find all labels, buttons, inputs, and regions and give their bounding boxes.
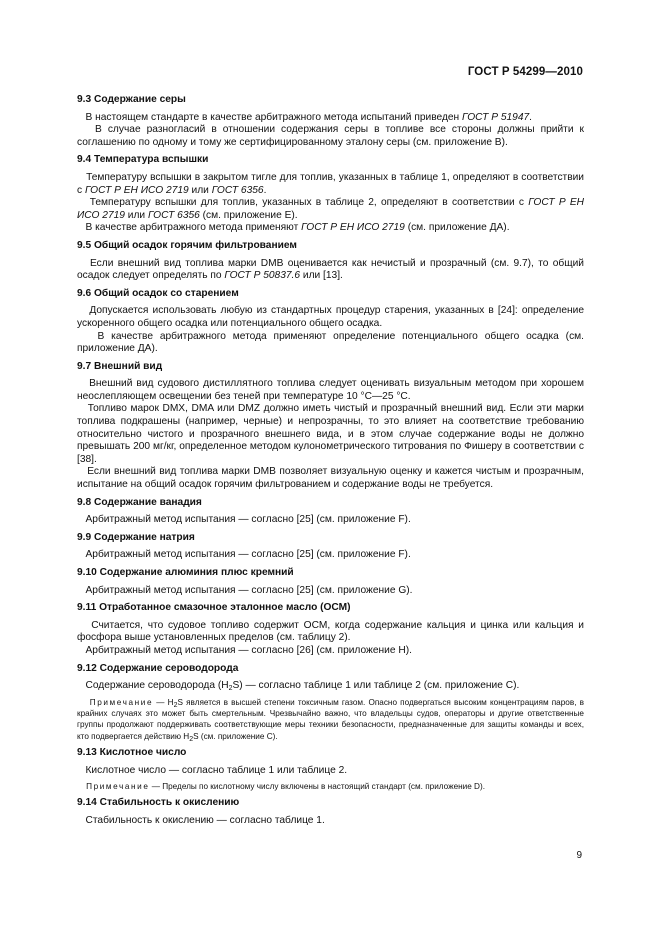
section-heading: 9.4 Температура вспышки — [77, 154, 209, 166]
paragraph: В качестве арбитражного метода применяют определение потенциального общего осадка (см. приложение ДА). — [77, 330, 584, 355]
section-heading: 9.12 Содержание сероводорода — [77, 662, 239, 674]
paragraph: Считается, что судовое топливо содержит ОСМ, когда содержание кальция и цинка или кальция и фосфора выше установленных пределов (см. таблицу 2). — [77, 619, 584, 644]
section-heading: 9.13 Кислотное число — [77, 746, 187, 758]
section-9-11 — [77, 602, 584, 657]
paragraph: Внешний вид судового дистиллятного топлива следует оценивать визуальным методом при хорошем неослепляющем освещении без теней при температуре 10 °С—25 °С. — [77, 378, 584, 402]
page-number: 9 — [576, 850, 582, 861]
section-heading: 9.3 Содержание серы — [77, 94, 186, 105]
section-9-4 — [77, 154, 584, 235]
section-heading: 9.10 Содержание алюминия плюс кремний — [77, 567, 294, 578]
paragraph: Топливо марок DMX, DMA или DMZ должно иметь чистый и прозрачный внешний вид. Если эти марки топлива подкрашены (например, черные) и непрозрачны, то это влияет на соответствие требованию относительно чистого и прозрачного внешнего вида, и в этом случае содержание воды не должно превышать 200 мг/кг, определенное методом кулонометрического титрования по Фишеру в соответствии с [38]. — [77, 403, 584, 465]
paragraph: Если внешний вид топлива марки DMB позволяет визуальную оценку и кажется чистым и прозрачным, испытание на общий осадок горячим фильтрованием и содержание воды не требуется. — [77, 466, 584, 491]
section-heading: 9.8 Содержание ванадия — [77, 496, 202, 508]
paragraph: Температуру вспышки в закрытом тигле для топлив, указанных в таблице 1, определяют в соответствии с ГОСТ Р ЕН ИСО 2719 или ГОСТ 6356. — [77, 171, 584, 196]
section-heading: 9.11 Отработанное смазочное эталонное масло (ОСМ) — [77, 602, 351, 614]
paragraph: Арбитражный метод испытания — согласно [25] (см. приложение F). — [85, 514, 411, 526]
section-9-14 — [77, 797, 584, 827]
paragraph: В качестве арбитражного метода применяют ГОСТ Р ЕН ИСО 2719 (см. приложение ДА). — [85, 222, 510, 234]
section-9-3 — [77, 94, 584, 149]
section-9-5 — [77, 240, 584, 283]
document-header: ГОСТ Р 54299—2010 — [467, 66, 583, 78]
section-heading: 9.5 Общий осадок горячим фильтрованием — [77, 239, 297, 251]
document-body — [77, 94, 584, 833]
section-9-7 — [77, 361, 584, 492]
section-9-13 — [77, 747, 584, 792]
paragraph: Температуру вспышки для топлив, указанных в таблице 2, определяют в соответствии с ГОСТ Р ЕН ИСО 2719 или ГОСТ 6356 (см. приложение Е). — [77, 197, 584, 221]
section-9-6 — [77, 288, 584, 356]
paragraph: Стабильность к окислению — согласно таблице 1. — [85, 815, 325, 827]
note: Примечание — Пределы по кислотному числу включены в настоящий стандарт (см. приложение D). — [86, 782, 485, 792]
section-heading: 9.7 Внешний вид — [77, 360, 163, 372]
section-heading: 9.9 Содержание натрия — [77, 531, 195, 543]
note: Примечание — $Н_2S$ является в высшей степени токсичным газом. Опасно подвергаться высоким концентрациям паров, в крайних случаях это может быть смертельным. Чрезвычайно важно, что владельцы судов, операторы и другие ответственные группы продолжают поддерживать соответствующие меры техники безопасности, предназначенные для защиты команды и всех, кто подвергается действию $Н_2S$ (см. приложение С). — [77, 697, 584, 743]
section-9-10 — [77, 567, 584, 597]
paragraph: Арбитражный метод испытания — согласно [25] (см. приложение G). — [85, 584, 413, 596]
paragraph: Кислотное число — согласно таблице 1 или таблице 2. — [85, 764, 348, 776]
paragraph: Арбитражный метод испытания — согласно [25] (см. приложение F). — [85, 549, 411, 561]
paragraph: В настоящем стандарте в качестве арбитражного метода испытаний приведен ГОСТ Р 51947. — [85, 111, 533, 123]
paragraph: Допускается использовать любую из стандартных процедур старения, указанных в [24]: определение ускоренного общего осадка или потенциального общего осадка. — [77, 305, 584, 329]
section-9-8 — [77, 497, 584, 527]
section-heading: 9.6 Общий осадок со старением — [77, 287, 239, 299]
section-heading: 9.14 Стабильность к окислению — [77, 797, 240, 809]
paragraph: Содержание сероводорода $(Н_2S)$ — согласно таблице 1 или таблице 2 (см. приложение С). — [85, 680, 520, 693]
paragraph: Если внешний вид топлива марки DMB оценивается как нечистый и прозрачный (см. 9.7), то общий осадок следует определять по ГОСТ Р 50837.6 или [13]. — [77, 257, 584, 282]
section-9-12 — [77, 663, 584, 742]
paragraph: Арбитражный метод испытания — согласно [26] (см. приложение Н). — [85, 644, 412, 656]
section-9-9 — [77, 532, 584, 562]
paragraph: В случае разногласий в отношении содержания серы в топливе все стороны должны прийти к соглашению по одному и тому же сертифицированному эталону серы (см. приложение В). — [77, 124, 584, 148]
